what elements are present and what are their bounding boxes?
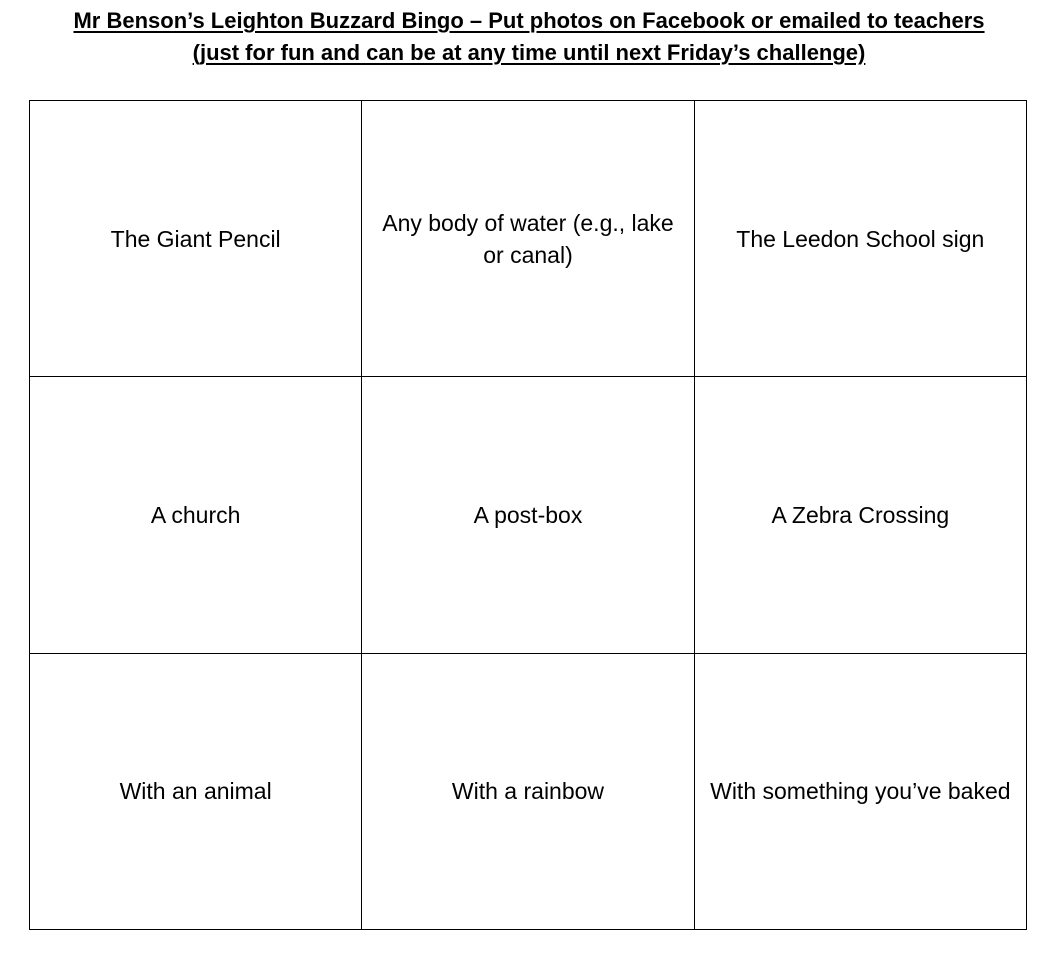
bingo-cell: With a rainbow [362,653,694,929]
title-text-1: Mr Benson’s Leighton Buzzard Bingo – Put photos on Facebook or emailed to teachers [73,8,985,33]
bingo-row-3 [30,653,1027,929]
bingo-grid [29,100,1027,930]
title-text-2: (just for fun and can be at any time until next Friday’s challenge) [192,40,866,65]
document-title [0,5,1058,69]
bingo-row-2 [30,377,1027,653]
bingo-cell: A Zebra Crossing [694,377,1026,653]
bingo-cell: Any body of water (e.g., lake or canal) [362,101,694,377]
title-line-2 [0,37,1058,69]
title-line-1 [0,5,1058,37]
bingo-cell: With something you’ve baked [694,653,1026,929]
bingo-row-1 [30,101,1027,377]
bingo-cell: A church [30,377,362,653]
bingo-cell: With an animal [30,653,362,929]
bingo-cell: The Leedon School sign [694,101,1026,377]
bingo-cell: A post-box [362,377,694,653]
bingo-cell: The Giant Pencil [30,101,362,377]
